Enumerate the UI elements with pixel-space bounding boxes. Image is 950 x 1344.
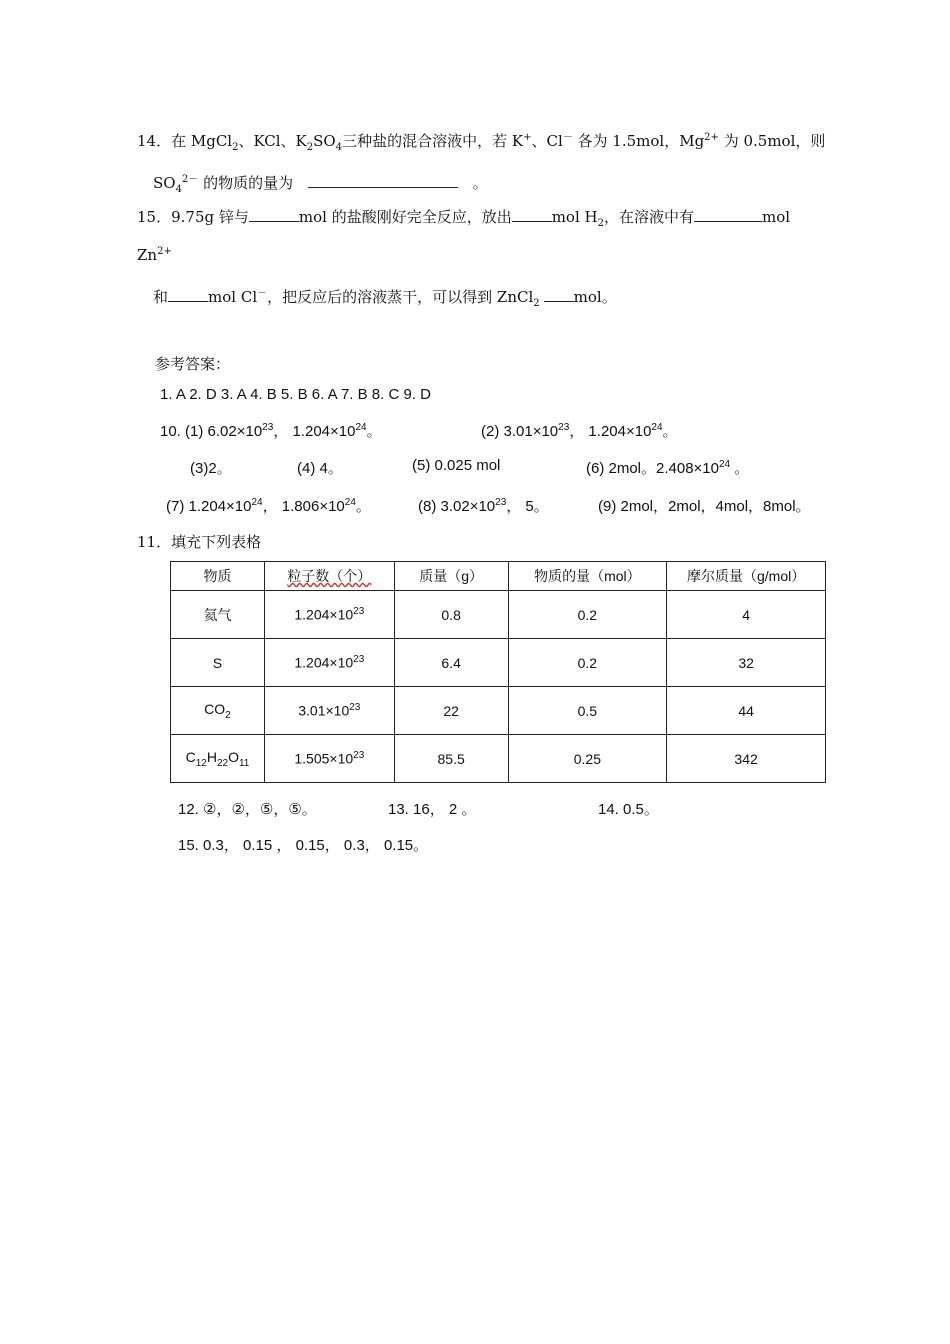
table-cell-count: $3.01\times 10^{23}$ [264, 687, 394, 735]
answers-heading: 参考答案： [155, 355, 231, 373]
answer-11-table [170, 561, 826, 783]
answer-10-part-1: 10. (1) $6.02\times 10^{23}$， $1.204\times 10^{24}$。 [160, 422, 382, 440]
answer-11-title: 11．填充下列表格 [137, 533, 262, 551]
answer-10-part-9: (9) 2mol，2mol，4mol，8mol。 [598, 498, 811, 515]
table-row [171, 735, 826, 783]
answer-blank [512, 207, 552, 222]
table-row [171, 639, 826, 687]
answer-10-part-7: (7) $1.204\times 10^{24}$， $1.806\times 10^{24}$。 [166, 497, 371, 515]
table-cell-substance: $CO_2$ [171, 687, 265, 735]
table-header-cell: 摩尔质量（g/mol） [667, 562, 826, 591]
answer-10-part-5: (5) 0.025 mol [412, 457, 501, 474]
question-15-line-1: 15．9.75g 锌与 mol 的盐酸刚好完全反应，放出 mol $H_2$，在溶液中有 mol [137, 208, 791, 229]
table-header-cell: 粒子数（个） [264, 562, 394, 591]
table-header-cell: 质量（g） [394, 562, 508, 591]
answer-12: 12. ②，②，⑤，⑤。 [178, 801, 317, 818]
answer-10-part-8: (8) $3.02\times 10^{23}$， 5。 [418, 497, 549, 515]
question-14-line-2: $SO_4^{2-}$ 的物质的量为 。 [153, 174, 488, 195]
table-cell-moles: 0.25 [508, 735, 667, 783]
answer-10-part-3: (3)2。 [190, 460, 232, 477]
table-cell-mass: 0.8 [394, 591, 508, 639]
table-cell-molar-mass: 342 [667, 735, 826, 783]
table-row [171, 591, 826, 639]
table-cell-moles: 0.2 [508, 591, 667, 639]
table-cell-mass: 6.4 [394, 639, 508, 687]
table-row [171, 687, 826, 735]
table-cell-substance: 氦气 [171, 591, 265, 639]
answer-blank [249, 207, 299, 222]
question-15-line-3: 和 mol Cl－，把反应后的溶液蒸干，可以得到 ZnCl$_2$ mol。 [153, 288, 617, 309]
table-cell-substance: S [171, 639, 265, 687]
table-cell-count: $1.204\times 10^{23}$ [264, 591, 394, 639]
table-cell-mass: 85.5 [394, 735, 508, 783]
table-cell-mass: 22 [394, 687, 508, 735]
answer-10-part-2: (2) $3.01\times 10^{23}$， $1.204\times 10^{24}$。 [481, 422, 678, 440]
table-cell-substance: $C_{12}H_{22}O_{11}$ [171, 735, 265, 783]
answer-blank [694, 207, 762, 222]
question-14-line-1: 14．在 MgCl$_2$、KCl、$K_2SO_4$三种盐的混合溶液中，若 K+、Cl－ 各为 1.5mol，$Mg^{2+}$ 为 0.5mol，则 [137, 132, 826, 153]
table-cell-count: $1.505\times 10^{23}$ [264, 735, 394, 783]
answer-13: 13. 16， 2 。 [388, 801, 477, 818]
answer-blank [544, 287, 574, 302]
answer-blank [168, 287, 208, 302]
answers-multiple-choice: 1. A 2. D 3. A 4. B 5. B 6. A 7. B 8. C 9. D [160, 386, 431, 403]
answer-blank [308, 173, 458, 188]
answer-14: 14. 0.5。 [598, 801, 659, 818]
table-cell-moles: 0.5 [508, 687, 667, 735]
table-cell-moles: 0.2 [508, 639, 667, 687]
table-cell-molar-mass: 44 [667, 687, 826, 735]
table-header-cell: 物质 [171, 562, 265, 591]
answer-15: 15. 0.3， 0.15 ， 0.15， 0.3， 0.15。 [178, 837, 429, 854]
table-header-row [171, 562, 826, 591]
question-15-line-2: $Zn^{2+}$ [137, 246, 172, 264]
table-cell-molar-mass: 4 [667, 591, 826, 639]
table-header-cell: 物质的量（mol） [508, 562, 667, 591]
answer-10-part-6: (6) 2mol。$2.408\times 10^{24}$ 。 [586, 459, 750, 477]
answer-10-part-4: (4) 4。 [297, 460, 343, 477]
table-cell-molar-mass: 32 [667, 639, 826, 687]
table-cell-count: $1.204\times 10^{23}$ [264, 639, 394, 687]
